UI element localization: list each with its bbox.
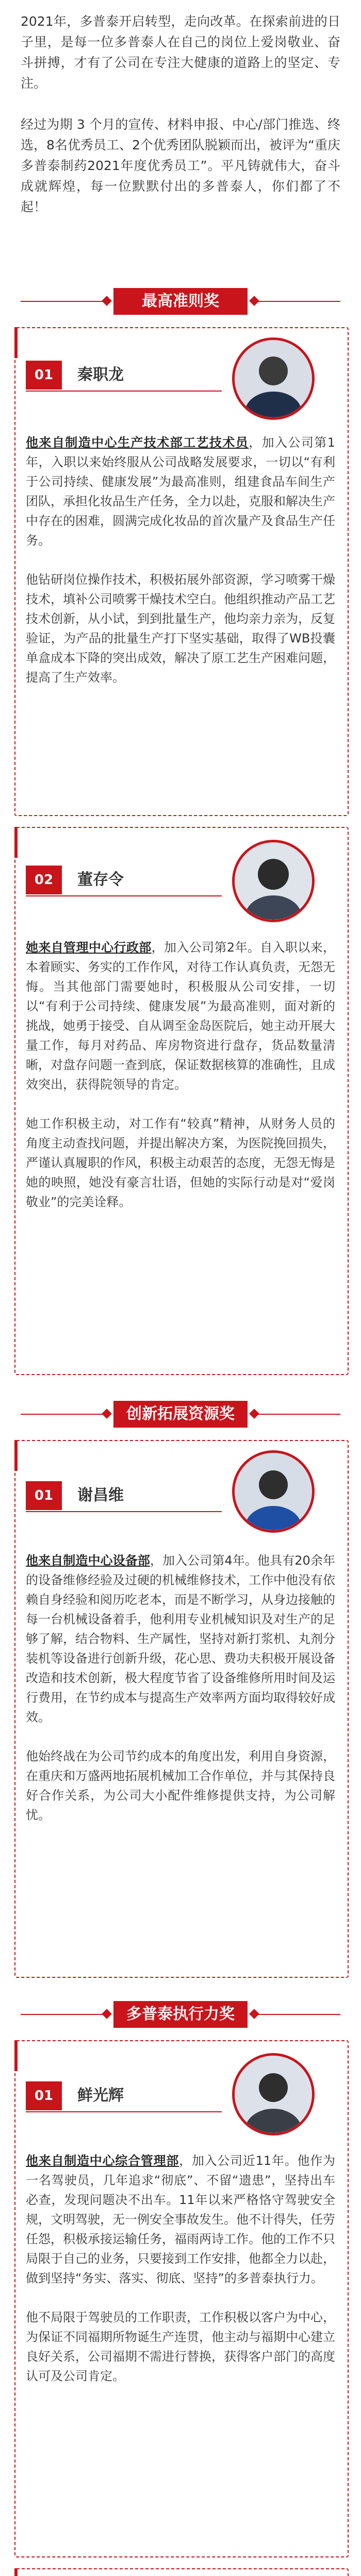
bio-paragraph: 他来自制造中心生产技术部工艺技术员，加入公司第1年，入职以来始终服从公司战略发展要求，一切以“有利于公司持续、健康发展”为最高准则，组建食品车间生产团队，承担化妆品生产任务，全力以赴，克服和解决生产中存在的困难，圆满完成化妆品的首次量产及食品生产任务。 — [26, 435, 335, 548]
divider — [21, 2014, 108, 2015]
divider — [21, 301, 108, 302]
bio-paragraph: 她工作积极主动，对工作有“较真”精神，从财务人员的角度主动查找问题，并提出解决方案，为医院挽回损失，严谨认真履职的作风，积极主动艰苦的态度，无怨无悔是她的映照，她没有豪言壮语，但她的实际行动是对“爱岗敬业”的完美诠释。 — [26, 1116, 335, 1209]
bio-paragraph: 他不局限于驾驶员的工作职责，工作积极以客户为中心，为保证不同福期所物诞生产连贯，他主动与福期中心建立良好关系，公司福期不需进行替换，获得客户部门的高度认可及公司肯定。 — [26, 2310, 335, 2383]
avatar — [232, 2053, 315, 2136]
intro-paragraph: 经过为期 3 个月的宣传、材料申报、中心/部门推选、终选，8名优秀员工、2个优秀团队脱颖而出，被评为“重庆多普泰制药2021年度优秀员工”。平凡铸就伟大，奋斗成就辉煌，每一位默默付出的多普泰人，你们都了不起！ — [21, 117, 340, 214]
person-name: 秦职龙 — [77, 366, 124, 384]
rank-number: 02 — [26, 866, 62, 894]
rank-number: 01 — [26, 361, 62, 389]
section-title: 最高准则奖 — [113, 288, 248, 315]
person-photo-icon — [235, 842, 312, 920]
person-photo-icon — [235, 2056, 312, 2133]
bio-paragraph: 他来自制造中心设备部，加入公司第4年。他具有20余年的设备维修经验及过硬的机械维修技术，工作中他没有依赖自身经验和阅历吃老本，而是不断学习，从身边接触的每一台机械设备着手，他利用专业机械知识及对生产的足够了解，结合物料、生产属性，坚持对新打浆机、丸剂分装机等设备进行创新升级，花心思、费功夫积极开展设备改造和技术创新，极大程度节省了设备维修所用时间及运行费用，在节约成本与提高生产效率两方面均取得较好成效。 — [26, 1553, 336, 1724]
diamond-icon — [102, 1409, 112, 1419]
person-description — [26, 433, 335, 707]
person-description — [26, 938, 335, 1231]
section-header — [0, 286, 361, 317]
department: 他来自制造中心生产技术部工艺技术员 — [26, 435, 249, 450]
intro-paragraph: 2021年，多普泰开启转型，走向改革。在探索前进的日子里，是每一位多普泰人在自己的岗位上爱岗敬业、奋斗拼搏，才有了公司在专注大健康的道路上的坚定、专注。 — [21, 14, 340, 91]
name-underline — [26, 1511, 222, 1512]
name-bar — [26, 361, 222, 389]
person-name: 谢昌维 — [77, 1486, 124, 1504]
award-card — [14, 2568, 349, 2576]
name-bar — [26, 866, 222, 894]
diamond-icon — [102, 2009, 112, 2019]
bio-paragraph: 他始终战在为公司节约成本的角度出发，利用自身资源，在重庆和万盛两地拓展机械加工合作单位，并与其保持良好合作关系，为公司大小配件维修提供支持，为公司解忧。 — [26, 1749, 335, 1822]
name-bar — [26, 2081, 222, 2110]
name-underline — [26, 391, 222, 392]
person-name: 董存令 — [77, 871, 124, 889]
person-photo-icon — [235, 1453, 312, 1530]
divider — [253, 301, 340, 302]
name-underline — [26, 2111, 222, 2112]
rank-number: 01 — [26, 1481, 62, 1510]
divider — [253, 2014, 340, 2015]
person-description — [26, 1551, 335, 1844]
card-accent — [14, 827, 18, 858]
card-accent — [14, 1440, 18, 1471]
name-bar — [26, 1481, 222, 1510]
person-description — [26, 2151, 335, 2405]
avatar — [232, 1450, 315, 1533]
person-photo-icon — [235, 340, 312, 417]
avatar — [232, 337, 315, 420]
card-accent — [14, 2568, 18, 2576]
section-title: 多普泰执行力奖 — [113, 2001, 248, 2028]
card-accent — [14, 327, 18, 358]
bio-paragraph: 他来自制造中心综合管理部，加入公司近11年。他作为一名驾驶员，几年追求“彻底”、不留“遗患”，坚持出车必查，发现问题决不出车。11年以来严格恪守驾驶安全规，文明驾驶，无一例安全事故发生。他不计得失，任劳任怨，积极承接运输任务，福雨两诗工作。他的工作不只局限于自己的业务，只要接到工作安排，他都全力以赴，做到坚持“务实、落实、彻底、坚持”的多普泰执行力。 — [26, 2154, 335, 2285]
name-underline — [26, 895, 222, 896]
department: 他来自制造中心综合管理部 — [26, 2154, 179, 2168]
department: 他来自制造中心设备部 — [26, 1553, 150, 1568]
card-accent — [14, 2040, 18, 2071]
bio-paragraph: 她来自管理中心行政部，加入公司第2年。自入职以来，本着顾实、务实的工作作风，对待工作认真负责，无怨无悔。当其他部门需要她时，积极服从公司安排，一切以“有利于公司持续、健康发展”为最高准则，面对新的挑战，她勇于接受、自从调至金岛医院后，她主动开展大量工作，每月对药品、库房物资进行盘存，货品数量清晰，对盘存问题一查到底，保证数据核算的准确性，且成效突出，获得院领导的肯定。 — [26, 940, 335, 1092]
bio-paragraph: 他钻研岗位操作技术，积极拓展外部资源，学习喷雾干燥技术，填补公司喷雾干燥技术空白。他组织推动产品工艺技术创新，从小试，到到批量生产，他均亲力亲为，反复验证，为产品的批量生产打下坚实基础，取得了WB投囊单盒成本下降的突出成效，解决了原工艺生产困难问题，提高了生产效率。 — [26, 572, 335, 685]
section-header — [0, 1399, 361, 1430]
divider — [21, 1414, 108, 1415]
divider — [253, 1414, 340, 1415]
person-name: 鲜光辉 — [77, 2087, 124, 2105]
intro — [21, 11, 340, 238]
section-title: 创新拓展资源奖 — [113, 1401, 248, 1428]
section-header — [0, 1999, 361, 2030]
department: 她来自管理中心行政部 — [26, 940, 152, 955]
rank-number: 01 — [26, 2081, 62, 2110]
avatar — [232, 840, 315, 922]
diamond-icon — [102, 296, 112, 306]
